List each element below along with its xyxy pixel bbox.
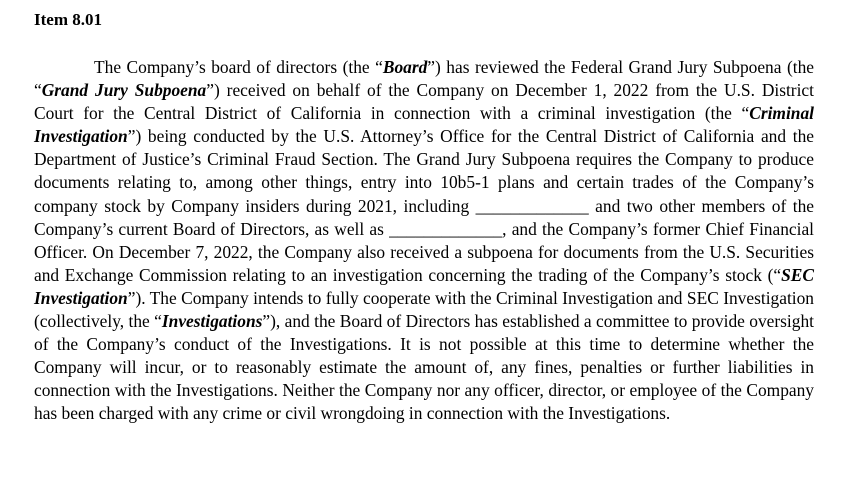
defined-term: Investigations	[161, 311, 263, 332]
paragraph-text-run: ”), and the Board of Directors has established a committee to provide oversight of the Company’s conduct of the Investigations. It is not possible at this time to determine whether the Company will incur, or to reasonably estimate the amount of, any fines, penalties or further liabilities in connection with the Investigations. Neither the Company nor any officer, director, or employee of the Company has been charged with any crime or civil wrongdoing in connection with the Investigations.	[34, 311, 814, 424]
section-heading: Item 8.01	[34, 10, 102, 29]
paragraph-text-run: ”) has reviewed the Federal Grand Jury Subpoena (the “	[34, 57, 814, 101]
paragraph-text-run: ”). The Company intends to fully cooperate with the Criminal Investigation and SEC Investigation (collectively, the “	[34, 287, 814, 332]
paragraph-text-run: The Company’s board of directors (the “	[94, 57, 383, 77]
defined-term: Criminal Investigation	[34, 103, 814, 147]
defined-term: Board	[382, 57, 428, 77]
paragraph-text-run: ”) received on behalf of the Company on December 1, 2022 from the U.S. District Court for the Central District of California in connection with a criminal investigation (the “	[34, 80, 814, 124]
defined-term: SEC Investigation	[34, 264, 814, 308]
paragraph-text-run: ”) being conducted by the U.S. Attorney’s Office for the Central District of California and the Department of Justice’s Criminal Fraud Section. The Grand Jury Subpoena requires the Company to produce documents relating to, among other things, entry into 10b5-1 plans and certain trades of the Company’s company stock by Company insiders during 2021, including _____________ and two other members of the Company’s current Board of Directors, as well as _____________, and the Company’s former Chief Financial Officer. On December 7, 2022, the Company also received a subpoena for documents from the U.S. Securities and Exchange Commission relating to an investigation concerning the trading of the Company’s stock (“	[34, 126, 814, 285]
body-paragraph	[34, 56, 814, 426]
defined-term: Grand Jury Subpoena	[41, 80, 207, 101]
